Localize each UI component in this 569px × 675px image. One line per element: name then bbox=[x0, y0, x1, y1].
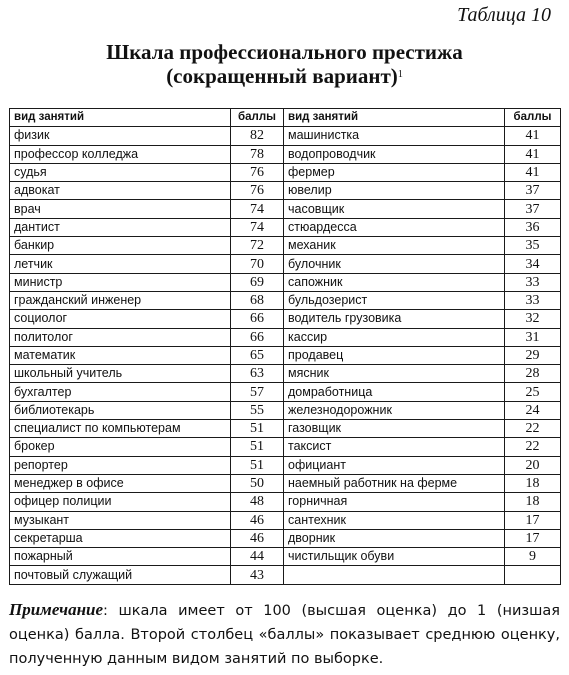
occupation-cell: железнодорожник bbox=[284, 401, 505, 419]
occupation-cell: стюардесса bbox=[284, 218, 505, 236]
table-subtitle bbox=[0, 64, 569, 89]
occupation-cell: врач bbox=[10, 200, 231, 218]
occupation-cell: судья bbox=[10, 163, 231, 181]
occupation-cell: министр bbox=[10, 273, 231, 291]
score-cell: 29 bbox=[505, 346, 561, 364]
occupation-cell: брокер bbox=[10, 438, 231, 456]
score-cell: 63 bbox=[231, 365, 284, 383]
score-cell: 66 bbox=[231, 328, 284, 346]
occupation-cell: газовщик bbox=[284, 420, 505, 438]
table-label: Таблица 10 bbox=[457, 4, 551, 26]
score-cell: 82 bbox=[231, 127, 284, 145]
occupation-cell bbox=[284, 566, 505, 584]
occupation-cell: летчик bbox=[10, 255, 231, 273]
subtitle-text: (сокращенный вариант) bbox=[166, 64, 398, 88]
occupation-cell: водитель грузовика bbox=[284, 310, 505, 328]
table-row bbox=[10, 566, 561, 584]
score-cell bbox=[505, 566, 561, 584]
table-row bbox=[10, 310, 561, 328]
score-cell: 17 bbox=[505, 511, 561, 529]
table-row bbox=[10, 456, 561, 474]
occupation-cell: школьный учитель bbox=[10, 365, 231, 383]
score-cell: 51 bbox=[231, 438, 284, 456]
occupation-cell: часовщик bbox=[284, 200, 505, 218]
occupation-cell: менеджер в офисе bbox=[10, 474, 231, 492]
table-row bbox=[10, 255, 561, 273]
occupation-cell: офицер полиции bbox=[10, 493, 231, 511]
score-cell: 18 bbox=[505, 493, 561, 511]
score-cell: 22 bbox=[505, 438, 561, 456]
occupation-cell: мясник bbox=[284, 365, 505, 383]
occupation-cell: булочник bbox=[284, 255, 505, 273]
occupation-cell: продавец bbox=[284, 346, 505, 364]
occupation-cell: фермер bbox=[284, 163, 505, 181]
score-cell: 22 bbox=[505, 420, 561, 438]
score-cell: 37 bbox=[505, 200, 561, 218]
score-cell: 44 bbox=[231, 548, 284, 566]
occupation-cell: профессор колледжа bbox=[10, 145, 231, 163]
note-lead: Примечание bbox=[9, 600, 104, 619]
occupation-cell: сапожник bbox=[284, 273, 505, 291]
table-header-row bbox=[10, 109, 561, 127]
score-cell: 32 bbox=[505, 310, 561, 328]
score-cell: 41 bbox=[505, 127, 561, 145]
table-row bbox=[10, 401, 561, 419]
score-cell: 46 bbox=[231, 511, 284, 529]
score-cell: 20 bbox=[505, 456, 561, 474]
occupation-cell: бухгалтер bbox=[10, 383, 231, 401]
table-row bbox=[10, 163, 561, 181]
table-row bbox=[10, 493, 561, 511]
table-row bbox=[10, 529, 561, 547]
score-cell: 50 bbox=[231, 474, 284, 492]
table-row bbox=[10, 474, 561, 492]
occupation-cell: кассир bbox=[284, 328, 505, 346]
score-cell: 9 bbox=[505, 548, 561, 566]
score-cell: 66 bbox=[231, 310, 284, 328]
score-cell: 72 bbox=[231, 237, 284, 255]
score-cell: 76 bbox=[231, 163, 284, 181]
occupation-cell: репортер bbox=[10, 456, 231, 474]
occupation-cell: водопроводчик bbox=[284, 145, 505, 163]
score-cell: 55 bbox=[231, 401, 284, 419]
score-cell: 76 bbox=[231, 182, 284, 200]
note-text: : шкала имеет от 100 (высшая оценка) до 1 (низшая оценка) балла. Второй столбец «баллы» показывает среднюю оценку, полученную данным видом занятий по выборке. bbox=[9, 603, 560, 667]
occupation-cell: домработница bbox=[284, 383, 505, 401]
score-cell: 46 bbox=[231, 529, 284, 547]
score-cell: 65 bbox=[231, 346, 284, 364]
occupation-cell: механик bbox=[284, 237, 505, 255]
score-cell: 35 bbox=[505, 237, 561, 255]
score-cell: 43 bbox=[231, 566, 284, 584]
table-row bbox=[10, 273, 561, 291]
score-cell: 74 bbox=[231, 218, 284, 236]
occupation-cell: специалист по компьютерам bbox=[10, 420, 231, 438]
occupation-cell: ювелир bbox=[284, 182, 505, 200]
occupation-cell: бульдозерист bbox=[284, 291, 505, 309]
occupation-cell: музыкант bbox=[10, 511, 231, 529]
score-cell: 41 bbox=[505, 163, 561, 181]
score-cell: 31 bbox=[505, 328, 561, 346]
occupation-cell: математик bbox=[10, 346, 231, 364]
table-row bbox=[10, 145, 561, 163]
score-cell: 78 bbox=[231, 145, 284, 163]
occupation-cell: дворник bbox=[284, 529, 505, 547]
table-row bbox=[10, 200, 561, 218]
occupation-cell: машинистка bbox=[284, 127, 505, 145]
occupation-cell: пожарный bbox=[10, 548, 231, 566]
table-row bbox=[10, 328, 561, 346]
occupation-cell: официант bbox=[284, 456, 505, 474]
occupation-cell: дантист bbox=[10, 218, 231, 236]
occupation-cell: горничная bbox=[284, 493, 505, 511]
header-score-2: баллы bbox=[505, 109, 561, 127]
score-cell: 24 bbox=[505, 401, 561, 419]
occupation-cell: политолог bbox=[10, 328, 231, 346]
header-occupation-2: вид занятий bbox=[284, 109, 505, 127]
table-row bbox=[10, 237, 561, 255]
score-cell: 48 bbox=[231, 493, 284, 511]
table-row bbox=[10, 420, 561, 438]
table-row bbox=[10, 291, 561, 309]
score-cell: 34 bbox=[505, 255, 561, 273]
occupation-cell: физик bbox=[10, 127, 231, 145]
occupation-cell: адвокат bbox=[10, 182, 231, 200]
header-score: баллы bbox=[231, 109, 284, 127]
score-cell: 33 bbox=[505, 273, 561, 291]
occupation-cell: социолог bbox=[10, 310, 231, 328]
table-row bbox=[10, 127, 561, 145]
table-title: Шкала профессионального престижа bbox=[106, 40, 463, 64]
table-row bbox=[10, 383, 561, 401]
footnote-marker: 1 bbox=[397, 69, 403, 80]
table-row bbox=[10, 548, 561, 566]
score-cell: 33 bbox=[505, 291, 561, 309]
table-row bbox=[10, 182, 561, 200]
occupation-cell: почтовый служащий bbox=[10, 566, 231, 584]
header-occupation: вид занятий bbox=[10, 109, 231, 127]
occupation-cell: таксист bbox=[284, 438, 505, 456]
occupation-cell: гражданский инженер bbox=[10, 291, 231, 309]
score-cell: 69 bbox=[231, 273, 284, 291]
table-row bbox=[10, 346, 561, 364]
score-cell: 74 bbox=[231, 200, 284, 218]
occupation-cell: сантехник bbox=[284, 511, 505, 529]
score-cell: 41 bbox=[505, 145, 561, 163]
table-row bbox=[10, 218, 561, 236]
score-cell: 25 bbox=[505, 383, 561, 401]
score-cell: 57 bbox=[231, 383, 284, 401]
occupation-cell: наемный работник на ферме bbox=[284, 474, 505, 492]
table-row bbox=[10, 438, 561, 456]
table-row bbox=[10, 365, 561, 383]
occupation-cell: библиотекарь bbox=[10, 401, 231, 419]
score-cell: 17 bbox=[505, 529, 561, 547]
score-cell: 70 bbox=[231, 255, 284, 273]
score-cell: 18 bbox=[505, 474, 561, 492]
prestige-table bbox=[9, 108, 561, 585]
score-cell: 36 bbox=[505, 218, 561, 236]
score-cell: 51 bbox=[231, 456, 284, 474]
score-cell: 68 bbox=[231, 291, 284, 309]
occupation-cell: чистильщик обуви bbox=[284, 548, 505, 566]
score-cell: 37 bbox=[505, 182, 561, 200]
table-row bbox=[10, 511, 561, 529]
occupation-cell: банкир bbox=[10, 237, 231, 255]
note-paragraph bbox=[9, 598, 560, 671]
score-cell: 28 bbox=[505, 365, 561, 383]
occupation-cell: секретарша bbox=[10, 529, 231, 547]
score-cell: 51 bbox=[231, 420, 284, 438]
